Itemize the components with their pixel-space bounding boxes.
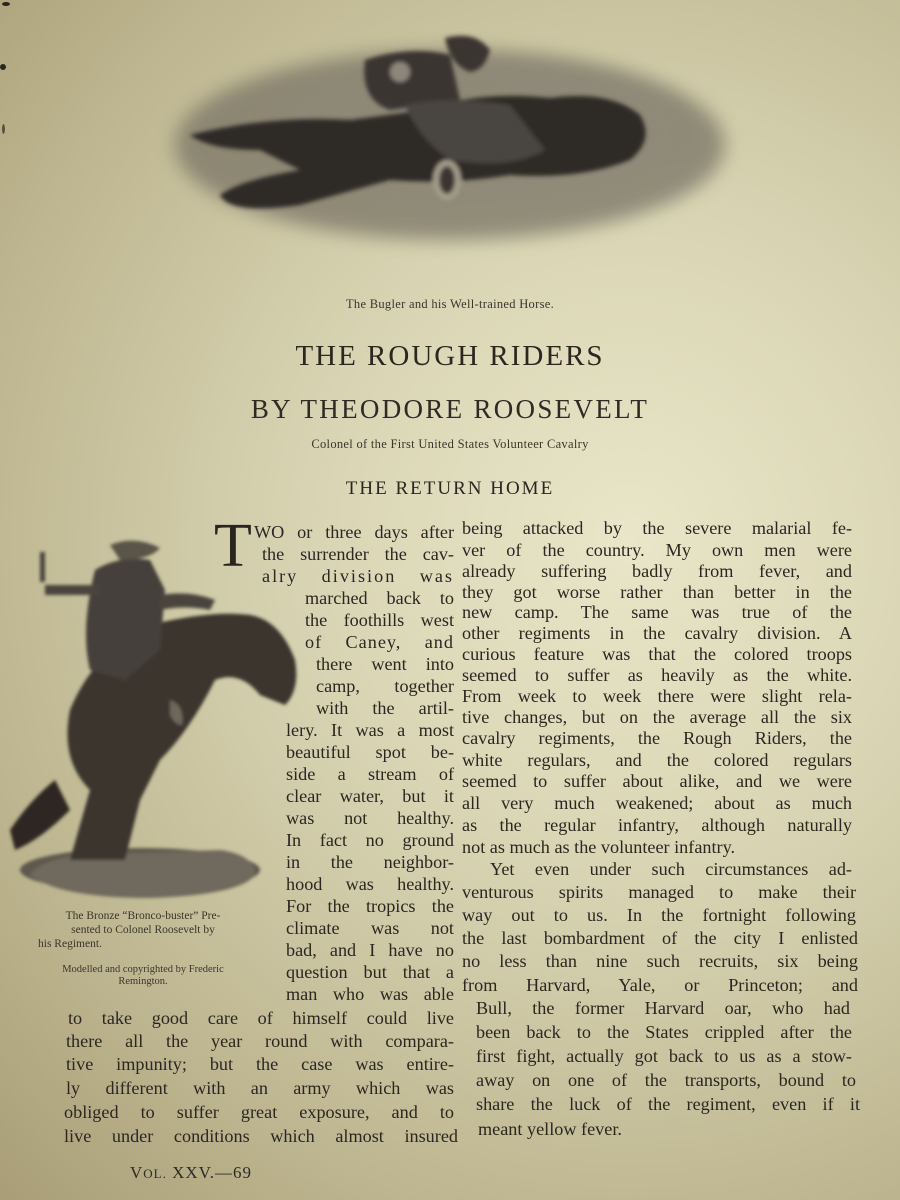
text-line: with the artil- (316, 698, 454, 718)
bronze-statue-credit (20, 964, 266, 988)
credit-line: Remington. (118, 976, 168, 987)
text-line: as the regular infantry, although naturally (462, 815, 852, 835)
text-line: beautiful spot be- (286, 742, 454, 762)
text-line: of Caney, and (305, 632, 454, 652)
text-line: camp, together (316, 676, 454, 696)
text-line: there all the year round with compara- (66, 1031, 454, 1051)
folio-number: XXV.—69 (166, 1163, 253, 1182)
text-line: share the luck of the regiment, even if it (476, 1094, 860, 1114)
caption-line: his Regiment. (38, 938, 102, 950)
text-line: alry division was (262, 566, 454, 586)
text-line: all very much weakened; about as much (462, 793, 852, 813)
text-line: cavalry regiments, the Rough Riders, the (462, 728, 852, 748)
text-line: curious feature was that the colored troops (462, 644, 852, 664)
article-byline: BY THEODORE ROOSEVELT (250, 394, 650, 424)
text-line: ly different with an army which was (66, 1078, 454, 1098)
text-line: bad, and I have no (286, 940, 454, 960)
folio-small-caps: OL. (143, 1166, 167, 1181)
text-line: climate was not (286, 918, 454, 938)
caption-line: sented to Colonel Roosevelt by (71, 924, 215, 936)
text-line: not as much as the volunteer infantry. (462, 837, 736, 857)
drop-cap: T (214, 512, 252, 580)
top-illustration-caption: The Bugler and his Well-trained Horse. (345, 297, 555, 311)
text-line: In fact no ground (286, 830, 454, 850)
text-line: clear water, but it (286, 786, 454, 806)
text-line: other regiments in the cavalry division. A (462, 623, 852, 643)
text-line: question but that a (286, 962, 454, 982)
text-line: marched back to (305, 588, 454, 608)
text-line: From week to week there were slight rela- (462, 686, 852, 706)
text-line: Bull, the former Harvard oar, who had (476, 998, 850, 1018)
text-line: no less than nine such recruits, six being (462, 951, 858, 971)
text-line: away on one of the transports, bound to (476, 1070, 856, 1090)
text-line: been back to the States crippled after the (476, 1022, 852, 1042)
text-line: the last bombardment of the city I enlisted (462, 928, 858, 948)
credit-line: Modelled and copyrighted by Frederic (62, 964, 224, 975)
text-line: Yet even under such circumstances ad- (490, 859, 852, 879)
text-line: side a stream of (286, 764, 454, 784)
text-line: the foothills west (305, 610, 454, 630)
text-line: way out to us. In the fortnight following (462, 905, 856, 925)
text-line: first fight, actually got back to us as a stow- (476, 1046, 852, 1066)
text-line: obliged to suffer great exposure, and to (64, 1102, 454, 1122)
author-role: Colonel of the First United States Volunteer Cavalry (311, 437, 589, 451)
text-line: being attacked by the severe malarial fe- (462, 518, 852, 538)
text-line: was not healthy. (286, 808, 454, 828)
text-line: tive impunity; but the case was entire- (66, 1054, 454, 1074)
text-line: in the neighbor- (286, 852, 454, 872)
text-line: seemed to suffer as heavily as the white. (462, 665, 852, 685)
text-line: they got worse rather than better in the (462, 582, 852, 602)
text-line: man who was able (286, 984, 454, 1004)
text-line: tive changes, but on the average all the six (462, 707, 852, 727)
text-line: seemed to suffer about alike, and we were (462, 771, 852, 791)
text-line: lery. It was a most (286, 720, 454, 740)
caption-line: The Bronze “Bronco-buster” Pre- (65, 910, 221, 922)
bronco-buster-statue-image (0, 530, 310, 910)
text-line: from Harvard, Yale, or Princeton; and (462, 975, 858, 995)
text-line: there went into (316, 654, 454, 674)
bronze-statue-caption (20, 909, 266, 951)
text-line: already suffering badly from fever, and (462, 561, 852, 581)
text-line: venturous spirits managed to make their (462, 882, 856, 902)
folio-prefix: V (130, 1163, 144, 1182)
text-line: white regulars, and the colored regulars (462, 750, 852, 770)
section-heading: THE RETURN HOME (345, 478, 555, 499)
text-line: meant yellow fever. (478, 1119, 622, 1139)
text-line: ver of the country. My own men were (462, 540, 852, 560)
text-line: For the tropics the (286, 896, 454, 916)
text-line: hood was healthy. (286, 874, 454, 894)
text-line: new camp. The same was true of the (462, 602, 852, 622)
volume-page-number (130, 1163, 252, 1183)
text-line: WO or three days after (254, 522, 454, 542)
text-line: to take good care of himself could live (68, 1008, 454, 1028)
bugler-horse-illustration (150, 20, 750, 260)
text-line: the surrender the cav- (262, 544, 454, 564)
text-line: live under conditions which almost insured (64, 1126, 458, 1146)
article-title: THE ROUGH RIDERS (295, 340, 605, 372)
